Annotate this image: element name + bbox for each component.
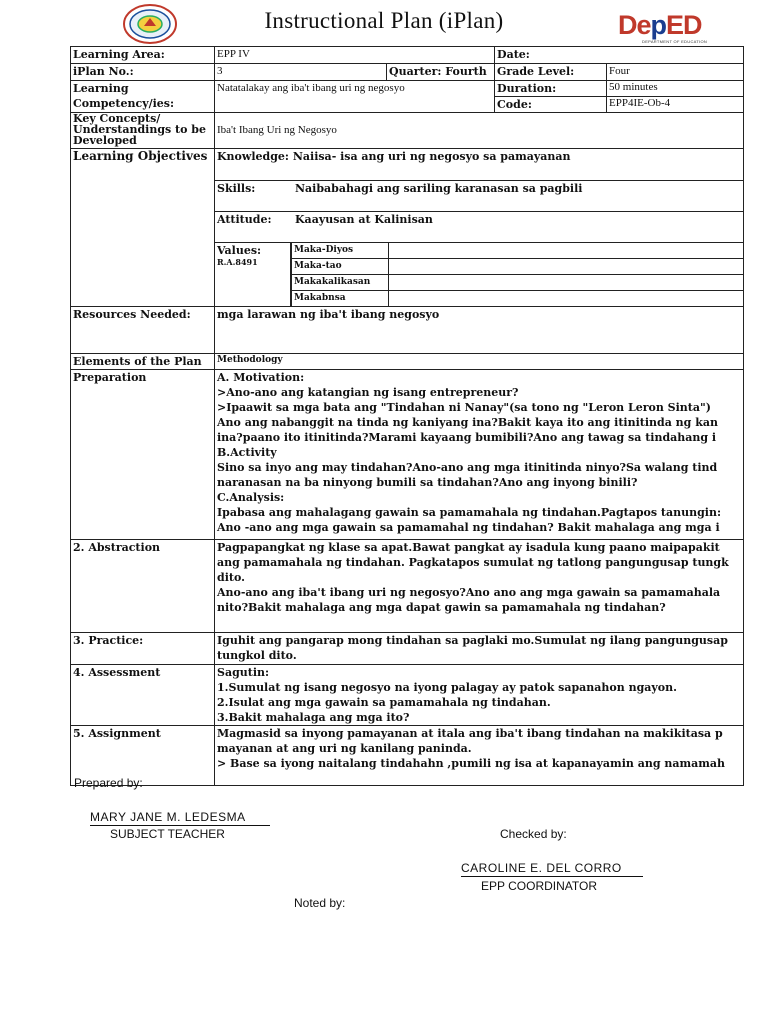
assessment-content xyxy=(215,665,744,726)
noted-by-label: Noted by: xyxy=(294,896,346,910)
attitude-value: Kaayusan at Kalinisan xyxy=(295,213,433,226)
preparation-line: naranasan na ba ninyong bumili sa tindahan?Ano ang inyong binili? xyxy=(217,476,638,489)
preparation-content xyxy=(215,370,744,540)
preparation-label: Preparation xyxy=(71,370,215,540)
learning-area-value: EPP IV xyxy=(215,47,495,64)
assessment-line: Sagutin: xyxy=(217,666,270,679)
assessment-line: 1.Sumulat ng isang negosyo na iyong palagay ay patok sapanahon ngayon. xyxy=(217,681,677,694)
abstraction-label: 2. Abstraction xyxy=(71,540,215,633)
checked-by-label: Checked by: xyxy=(500,827,567,841)
competency-value: Natatalakay ang iba't ibang uri ng negosyo xyxy=(215,81,495,113)
coordinator-name: CAROLINE E. DEL CORRO xyxy=(461,861,622,875)
practice-line: tungkol dito. xyxy=(217,649,297,662)
key-concepts-value: Iba't Ibang Uri ng Negosyo xyxy=(215,113,744,149)
assignment-label: 5. Assignment xyxy=(71,726,215,786)
date-label: Date: xyxy=(495,47,744,64)
assignment-line: Magmasid sa inyong pamayanan at itala ang iba't ibang tindahan na makikitasa p xyxy=(217,727,723,740)
assignment-line: > Base sa iyong naitalang tindahahn ,pumili ng isa at kapanayamin ang namamah xyxy=(217,757,725,770)
knowledge-row: Knowledge: Naiisa- isa ang uri ng negosyo sa pamayanan xyxy=(215,149,744,181)
practice-content xyxy=(215,633,744,665)
teacher-signature-line xyxy=(90,825,270,826)
preparation-line: >Ano-ano ang katangian ng isang entrepreneur? xyxy=(217,386,519,399)
value-item: Maka-tao xyxy=(292,259,389,275)
duration-value: 50 minutes xyxy=(607,81,744,97)
resources-label: Resources Needed: xyxy=(71,307,215,354)
learning-objectives-label: Learning Objectives xyxy=(71,149,215,307)
abstraction-line: Ano-ano ang iba't ibang uri ng negosyo?Ano ano ang mga gawain sa pamamahala xyxy=(217,586,721,599)
values-label-cell: Values: R.A.8491 xyxy=(215,243,291,307)
practice-line: Iguhit ang pangarap mong tindahan sa paglaki mo.Sumulat ng ilang pangungusap xyxy=(217,634,728,647)
ra-label: R.A.8491 xyxy=(217,257,258,267)
deped-logo-subtitle: DEPARTMENT OF EDUCATION xyxy=(642,39,708,44)
preparation-line: C.Analysis: xyxy=(217,491,285,504)
grade-level-label: Grade Level: xyxy=(495,64,607,81)
teacher-title: SUBJECT TEACHER xyxy=(110,827,225,841)
iplan-no-label: iPlan No.: xyxy=(71,64,215,81)
iplan-table xyxy=(70,46,744,786)
attitude-row: Attitude: Kaayusan at Kalinisan xyxy=(215,212,744,243)
assignment-line: mayanan at ang uri ng kanilang paninda. xyxy=(217,742,472,755)
methodology-header: Methodology xyxy=(215,354,744,370)
assessment-line: 2.Isulat ang mga gawain sa pamamahala ng tindahan. xyxy=(217,696,551,709)
preparation-line: >Ipaawit sa mga bata ang "Tindahan ni Nanay"(sa tono ng "Leron Leron Sinta") xyxy=(217,401,711,414)
duration-label: Duration: xyxy=(495,81,607,97)
assignment-content xyxy=(215,726,744,786)
code-label: Code: xyxy=(495,97,607,113)
preparation-line: A. Motivation: xyxy=(217,371,305,384)
elements-label: Elements of the Plan xyxy=(71,354,215,370)
skills-value: Naibabahagi ang sariling karanasan sa pagbili xyxy=(295,182,583,195)
abstraction-line: dito. xyxy=(217,571,245,584)
practice-label: 3. Practice: xyxy=(71,633,215,665)
prepared-by-label: Prepared by: xyxy=(74,776,143,790)
abstraction-content xyxy=(215,540,744,633)
page-title: Instructional Plan (iPlan) xyxy=(264,8,504,33)
learning-area-label: Learning Area: xyxy=(71,47,215,64)
assessment-line: 3.Bakit mahalaga ang mga ito? xyxy=(217,711,410,724)
preparation-line: B.Activity xyxy=(217,446,277,459)
preparation-line: Ipabasa ang mahalagang gawain sa pamamahala ng tindahan.Pagtapos tanungin: xyxy=(217,506,722,519)
competency-label: Learning Competency/ies: xyxy=(71,81,215,113)
preparation-line: ina?paano ito itinitinda?Marami kayaang bumibili?Ano ang tawag sa tindahang i xyxy=(217,431,717,444)
iplan-no-value: 3 xyxy=(215,64,387,81)
quarter-cell: Quarter: Fourth xyxy=(387,64,495,81)
knowledge-value: Naiisa- isa ang uri ng negosyo sa pamayanan xyxy=(292,150,571,163)
assessment-label: 4. Assessment xyxy=(71,665,215,726)
values-grid xyxy=(291,243,744,307)
abstraction-line: ang pamamahala ng tindahan. Pagkatapos sumulat ng tatlong pangungusap tungk xyxy=(217,556,729,569)
teacher-name: MARY JANE M. LEDESMA xyxy=(90,810,246,824)
resources-value: mga larawan ng iba't ibang negosyo xyxy=(215,307,744,354)
grade-level-value: Four xyxy=(607,64,744,81)
coordinator-title: EPP COORDINATOR xyxy=(481,879,598,893)
code-value: EPP4IE-Ob-4 xyxy=(607,97,744,113)
value-item: Makakalikasan xyxy=(292,275,389,291)
value-item: Makabnsa xyxy=(292,291,389,307)
quarter-value: Fourth xyxy=(445,65,487,78)
value-item: Maka-Diyos xyxy=(292,243,389,259)
abstraction-line: nito?Bakit mahalaga ang mga dapat gawin sa pamamahala ng tindahan? xyxy=(217,601,666,614)
abstraction-line: Pagpapangkat ng klase sa apat.Bawat pangkat ay isadula kung paano maipapakit xyxy=(217,541,720,554)
deped-logo: DepED DEPARTMENT OF EDUCATION xyxy=(618,10,708,44)
coordinator-signature-line xyxy=(461,876,643,877)
skills-row: Skills: Naibabahagi ang sariling karanasan sa pagbili xyxy=(215,181,744,212)
preparation-line: Ano -ano ang mga gawain sa pamamahal ng tindahan? Bakit mahalaga ang mga i xyxy=(217,521,720,534)
preparation-line: Ano ang nabanggit na tinda ng kaniyang ina?Bakit kaya ito ang itinitinda ng kan xyxy=(217,416,718,429)
preparation-line: Sino sa inyo ang may tindahan?Ano-ano ang mga itinitinda ninyo?Sa walang tind xyxy=(217,461,718,474)
key-concepts-label: Key Concepts/ Understandings to be Developed xyxy=(71,113,215,149)
